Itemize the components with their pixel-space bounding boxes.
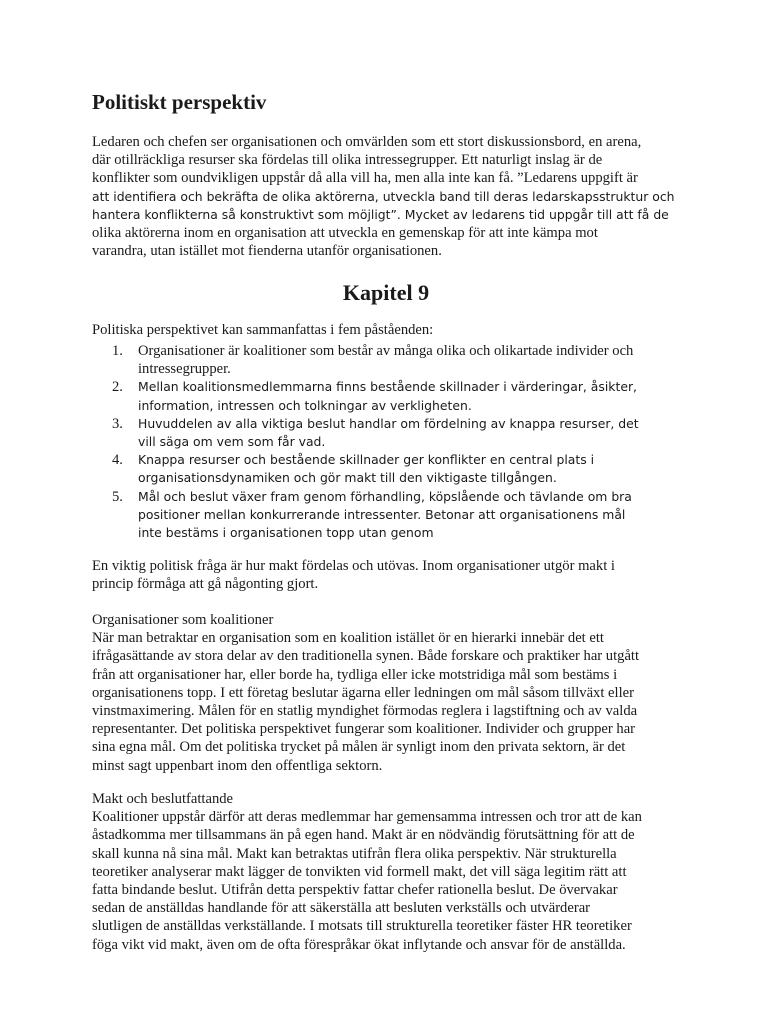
coalitions-line: representanter. Det politiska perspektivet fungerar som koalitioner. Individer och grupper har [92,721,636,738]
chapter-heading: Kapitel 9 [342,280,430,305]
claims-list [92,342,682,542]
claim-item [92,488,682,543]
claim-number: 4. [112,452,123,469]
claim-number: 1. [112,343,123,359]
intro-line: Ledaren och chefen ser organisationen och omvärlden som ett stort diskussionsbord, en arena, [92,134,642,150]
intro-line: varandra, utan istället mot fienderna utanför organisationen. [92,243,442,260]
decision-line: teoretiker analyserar makt lägger de tonvikten vid formell makt, det vill säga legitim rätt att [92,863,627,880]
intro-paragraph [92,133,682,260]
power-line: princip förmåga att gå någonting gjort. [92,576,319,593]
coalitions-line: sina egna mål. Om det politiska trycket på målen är synligt inom den privata sektorn, är det [92,739,626,756]
decision-line: fatta bindande beslut. Utifrån detta perspektiv fattar chefer rationella beslut. De övervakar [92,882,618,899]
claim-line: positioner mellan konkurrerande intressenter. Betonar att organisationens mål [138,506,626,522]
coalitions-line: minst sagt uppenbart inom den offentliga sektorn. [92,757,383,774]
claim-line: Huvuddelen av alla viktiga beslut handlar om fördelning av knappa resurser, det [138,415,639,431]
decision-line: skall kunna nå sina mål. Makt kan betraktas utifrån flera olika perspektiv. När strukturella [92,845,617,862]
claim-item [92,451,682,487]
intro-line: olika aktörerna inom en organisation att utveckla en gemenskap för att inte kämpa mot [92,225,598,242]
section-title-decision: Makt och beslutfattande [92,791,234,807]
claim-line: Knappa resurser och bestående skillnader ger konflikter en central plats i [138,452,595,468]
decision-line: Koalitioner uppstår därför att deras medlemmar har gemensamma intressen och tror att de kan [92,809,642,826]
claim-item [92,378,682,414]
claim-number: 5. [112,488,123,505]
coalitions-line: vinstmaximering. Målen för en statlig myndighet förmodas reglera i lagstiftning och av valda [92,703,638,720]
claim-line: intressegrupper. [138,361,231,378]
decision-line: sedan de anställdas handlande för att säkerställa att besluten verkställs och utvärderar [92,900,591,917]
intro-line: hantera konflikterna så konstruktivt som möjligt”. Mycket av ledarens tid uppgår till att få de [92,206,669,222]
claim-item [92,415,682,451]
coalitions-line: När man betraktar en organisation som en koalition istället ör en hierarki innebär det ett [92,630,604,647]
claim-line: organisationsdynamiken och gör makt till den viktigaste tillgången. [138,470,557,486]
decision-line: föga vikt vid makt, även om de ofta förespråkar ökat inflytande och ansvar för de anställda. [92,936,626,953]
coalitions-line: ifrågasättande av stora delar av den traditionella synen. Både forskare och praktiker har utgått [92,648,640,665]
claim-line: inte bestäms i organisationen topp utan genom [138,525,434,541]
page-heading: Politiskt perspektiv [92,90,267,114]
coalitions-line: organisationens topp. I ett företag beslutar ägarna eller ledningen om mål såsom tillväxt eller [92,684,634,701]
coalitions-section [92,611,682,775]
claims-intro: Politiska perspektivet kan sammanfattas i fem påståenden: [92,322,434,338]
decision-section [92,790,682,954]
intro-line: att identifiera och bekräfta de olika aktörerna, utveckla band till deras ledarskapsstruktur och [92,188,675,204]
coalitions-line: från att organisationer har, eller borde ha, tydliga eller icke motstridiga mål som bestäms i [92,666,618,683]
claim-line: information, intressen och tolkningar av verkligheten. [138,397,472,413]
claim-line: vill säga om vem som får vad. [138,434,326,450]
decision-line: slutligen de anställdas verkställande. I motsats till strukturella teoretiker fäster HR teoretiker [92,918,632,935]
claim-line: Mellan koalitionsmedlemmarna finns bestående skillnader i värderingar, åsikter, [138,379,637,395]
claim-line: Organisationer är koalitioner som består av många olika och olikartade individer och [138,343,634,359]
intro-line: där otillräckliga resurser ska fördelas till olika intressegrupper. Ett naturligt inslag är de [92,152,603,169]
claim-number: 2. [112,379,123,396]
claim-line: Mål och beslut växer fram genom förhandling, köpslående och tävlande om bra [138,488,632,504]
claim-item [92,342,682,378]
power-line: En viktig politisk fråga är hur makt fördelas och utövas. Inom organisationer utgör makt i [92,558,615,574]
intro-line: konflikter som oundvikligen uppstår då alla vill ha, men alla inte kan få. ”Ledarens uppgift är [92,170,638,187]
section-title-coalitions: Organisationer som koalitioner [92,612,274,628]
claim-number: 3. [112,415,123,432]
power-paragraph [92,557,682,593]
decision-line: åstadkomma mer tillsammans än på egen hand. Makt är en nödvändig förutsättning för att de [92,827,635,844]
